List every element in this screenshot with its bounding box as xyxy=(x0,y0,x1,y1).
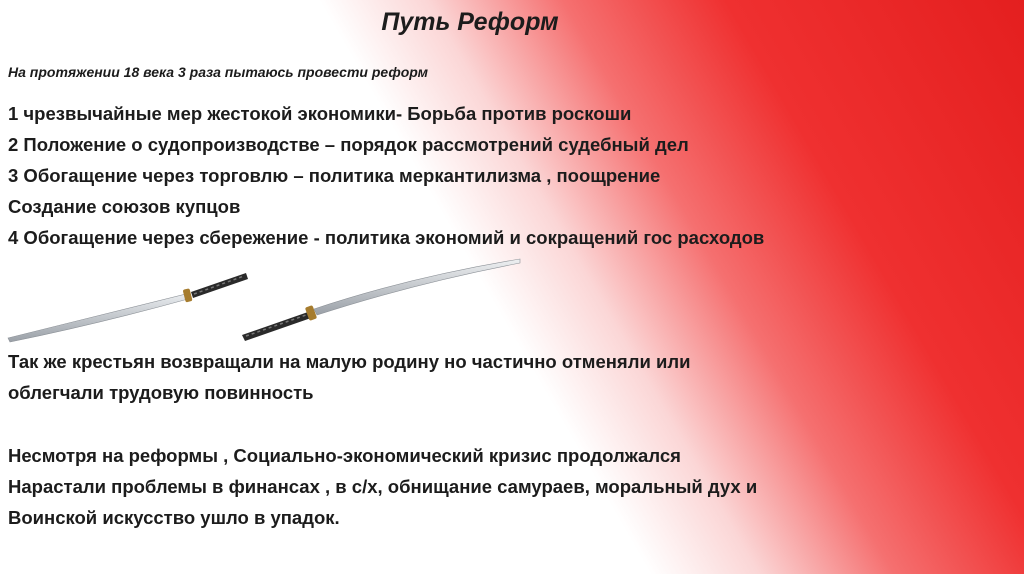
paragraph-line: Так же крестьян возвращали на малую родину но частично отменяли или xyxy=(8,351,691,372)
crisis-paragraph xyxy=(8,440,757,533)
paragraph-line: облегчали трудовую повинность xyxy=(8,382,314,403)
reform-item: Создание союзов купцов xyxy=(8,196,241,217)
reform-item: 3 Обогащение через торговлю – политика меркантилизма , поощрение xyxy=(8,165,661,186)
peasants-paragraph xyxy=(8,346,690,408)
slide-subtitle: На протяжении 18 века 3 раза пытаюсь провести реформ xyxy=(8,64,429,80)
reform-item: 2 Положение о судопроизводстве – порядок рассмотрений судебный дел xyxy=(8,134,689,155)
reform-list xyxy=(8,98,764,253)
paragraph-line: Нарастали проблемы в финансах , в с/х, обнищание самураев, моральный дух и xyxy=(8,476,758,497)
paragraph-line: Несмотря на реформы , Социально-экономический кризис продолжался xyxy=(8,445,681,466)
katana-sword-image xyxy=(8,266,258,346)
paragraph-line: Воинской искусство ушло в упадок. xyxy=(8,507,340,528)
katana-sword-image xyxy=(240,255,530,345)
reform-item: 1 чрезвычайные мер жестокой экономики- Борьба против роскоши xyxy=(8,103,632,124)
reform-item: 4 Обогащение через сбережение - политика экономий и сокращений гос расходов xyxy=(8,227,765,248)
slide-title: Путь Реформ xyxy=(381,8,559,36)
